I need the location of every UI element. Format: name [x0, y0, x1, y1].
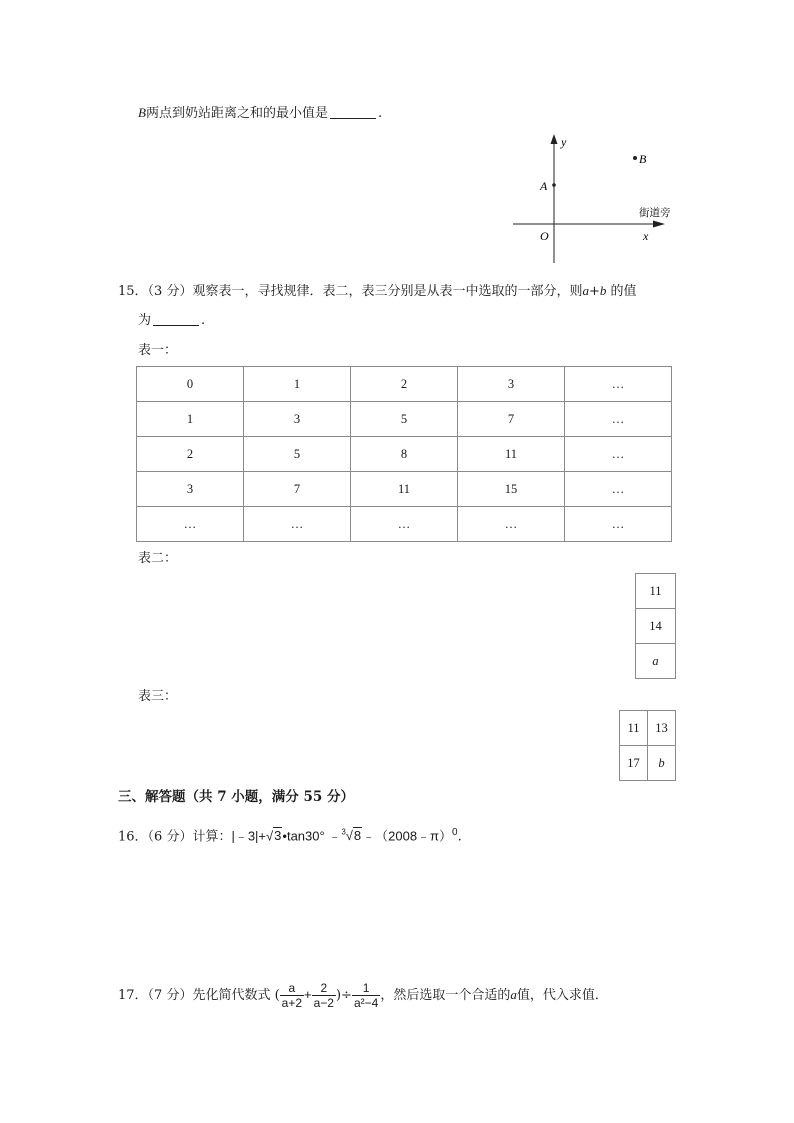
- radical-sign: √: [266, 828, 274, 844]
- origin-label: O: [540, 229, 549, 243]
- q16-line: [118, 824, 462, 846]
- x-label: x: [643, 229, 649, 243]
- table-cell: …: [565, 472, 672, 507]
- fraction-numerator: a: [280, 981, 304, 996]
- coordinate-graph: [505, 128, 675, 268]
- table-cell: 8: [351, 437, 458, 472]
- point-b-ref: B: [138, 105, 146, 120]
- table-cell: 17: [620, 746, 648, 781]
- var-b: b: [599, 283, 607, 298]
- table-row: [137, 367, 672, 402]
- table-cell: 0: [137, 367, 244, 402]
- x-axis-arrow: [653, 221, 665, 228]
- q17-line: [118, 978, 608, 1013]
- table1-label: 表一：: [138, 343, 178, 358]
- table-cell: 7: [458, 402, 565, 437]
- fraction-denominator: a−2: [313, 996, 334, 1010]
- fraction-numerator: 1: [352, 981, 380, 996]
- table-cell: 5: [244, 437, 351, 472]
- table-cell: …: [351, 507, 458, 542]
- q16-prefix: 计算：|﹣3|+: [192, 828, 267, 844]
- table-cell-b: b: [648, 746, 676, 781]
- radical-sign: √: [345, 828, 353, 844]
- table-cell: 3: [458, 367, 565, 402]
- q16-score: （6 分）: [147, 829, 193, 845]
- table-cell: 15: [458, 472, 565, 507]
- q16-end: .: [457, 829, 462, 845]
- cbrt-expression: [341, 828, 362, 843]
- point-b-label: B: [639, 152, 647, 166]
- fraction-numerator: 2: [312, 981, 336, 996]
- table-cell: …: [244, 507, 351, 542]
- q17-number: 17．: [118, 988, 148, 1003]
- q17-end: 值，代入求值．: [516, 988, 608, 1003]
- table-cell: 1: [244, 367, 351, 402]
- table2-label: 表二：: [138, 551, 178, 566]
- q17-prefix: 先化简代数式 (: [192, 988, 280, 1003]
- q15-score: （3 分）: [147, 284, 193, 299]
- sqrt-expression: [266, 827, 282, 843]
- point-a: [552, 183, 556, 187]
- q17-suffix: ，然后选取一个合适的: [380, 988, 511, 1003]
- fraction-2: [312, 981, 336, 1010]
- table-cell: 11: [636, 574, 676, 609]
- street-label: 街道旁: [639, 208, 671, 219]
- exponent: 0: [452, 827, 458, 838]
- point-b: [633, 156, 637, 160]
- table-row: [137, 437, 672, 472]
- table-one: [136, 366, 672, 542]
- q16-mid: •tan30° ﹣: [282, 828, 342, 844]
- table-cell: …: [458, 507, 565, 542]
- table-cell: 3: [137, 472, 244, 507]
- section-heading: 三、解答题（共 7 小题，满分 55 分）: [118, 789, 354, 805]
- q15-number: 15．: [118, 284, 148, 299]
- q15-line1: [118, 282, 637, 301]
- sqrt-argument: 3: [274, 828, 282, 844]
- table-cell: 5: [351, 402, 458, 437]
- table-row: [137, 507, 672, 542]
- q14-end: .: [377, 106, 383, 121]
- y-axis-arrow: [551, 134, 558, 144]
- fraction-denominator: a+2: [281, 996, 303, 1010]
- q17-close: )÷: [335, 988, 352, 1003]
- table-three: [619, 710, 676, 781]
- q15-text-end: 的值: [610, 284, 637, 299]
- table-cell: 1: [137, 402, 244, 437]
- table-cell: 11: [351, 472, 458, 507]
- point-a-label: A: [540, 179, 548, 193]
- y-label: y: [561, 135, 567, 149]
- table-cell: 3: [244, 402, 351, 437]
- q14-text: 两点到奶站距离之和的最小值是: [145, 106, 328, 121]
- table-cell: …: [565, 507, 672, 542]
- table-cell: …: [565, 402, 672, 437]
- table-cell: …: [565, 437, 672, 472]
- cbrt-argument: 8: [353, 828, 362, 844]
- table-cell: 2: [351, 367, 458, 402]
- q15-text: 观察表一，寻找规律．表二，表三分别是从表一中选取的一部分，则: [192, 284, 583, 299]
- q16-suffix: ﹣（2008﹣π）: [362, 828, 453, 844]
- answer-blank: [330, 105, 376, 119]
- table-cell: 11: [458, 437, 565, 472]
- table-cell: 7: [244, 472, 351, 507]
- answer-blank: [153, 312, 199, 326]
- q14-answer-line: [138, 104, 382, 123]
- table-cell: …: [565, 367, 672, 402]
- table-cell: 14: [636, 609, 676, 644]
- var-a: a: [510, 987, 517, 1002]
- table-cell: 11: [620, 711, 648, 746]
- fraction-1: [280, 981, 304, 1010]
- table-cell: 2: [137, 437, 244, 472]
- table-row: [137, 402, 672, 437]
- var-a: a: [582, 283, 589, 298]
- plus-sign: +: [588, 284, 600, 299]
- fraction-denominator: a²−4: [353, 996, 379, 1010]
- q15-line2: [138, 312, 205, 330]
- plus-sign: +: [304, 987, 312, 1002]
- q15-line2-end: .: [201, 313, 206, 328]
- table-row: [137, 472, 672, 507]
- table-cell: 13: [648, 711, 676, 746]
- table3-label: 表三：: [138, 689, 178, 704]
- table-cell: …: [137, 507, 244, 542]
- fraction-3: [352, 981, 380, 1010]
- q16-number: 16．: [118, 829, 148, 845]
- table-two: [635, 573, 676, 679]
- q17-score: （7 分）: [147, 988, 193, 1003]
- q15-line2-start: 为: [138, 313, 152, 328]
- table-cell-a: a: [636, 644, 676, 679]
- cbrt-index: 3: [341, 828, 346, 837]
